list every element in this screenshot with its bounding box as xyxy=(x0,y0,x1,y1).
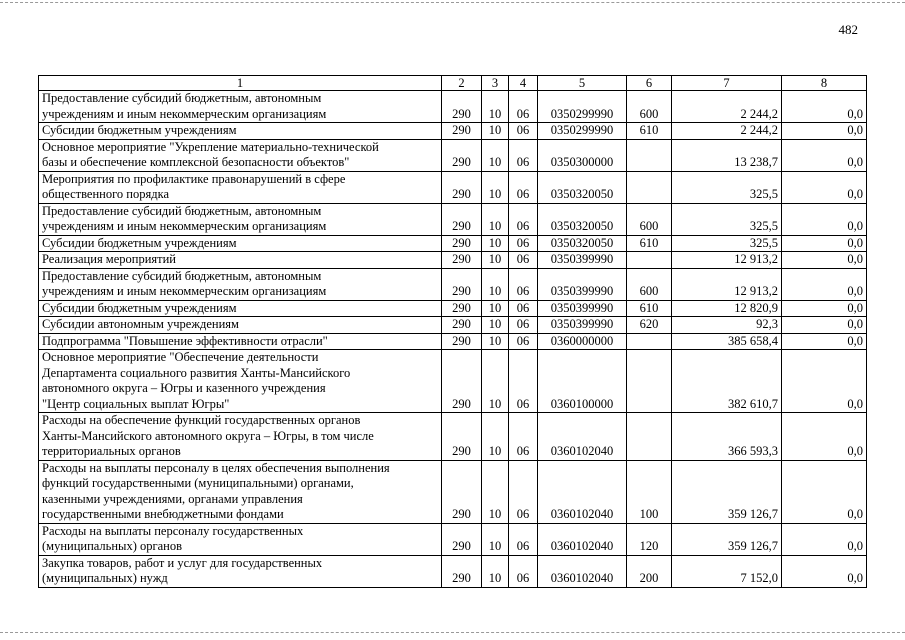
cell-col-6 xyxy=(627,171,672,203)
cell-col-7: 325,5 xyxy=(672,235,782,252)
header-cell: 6 xyxy=(627,76,672,91)
cell-col-3: 10 xyxy=(482,300,509,317)
cell-col-6: 600 xyxy=(627,268,672,300)
row-name: Мероприятия по профилактике правонарушений в сфере общественного порядка xyxy=(39,171,442,203)
cell-col-5: 0350320050 xyxy=(538,203,627,235)
cell-col-5: 0350320050 xyxy=(538,171,627,203)
cell-col-2: 290 xyxy=(442,252,482,269)
cell-col-5: 0360100000 xyxy=(538,350,627,413)
cell-col-5: 0350300000 xyxy=(538,139,627,171)
cell-col-4: 06 xyxy=(509,413,538,461)
cell-col-8: 0,0 xyxy=(782,300,867,317)
cell-col-4: 06 xyxy=(509,235,538,252)
cell-col-7: 92,3 xyxy=(672,317,782,334)
cell-col-8: 0,0 xyxy=(782,523,867,555)
cell-col-7: 325,5 xyxy=(672,171,782,203)
cell-col-4: 06 xyxy=(509,523,538,555)
cell-col-2: 290 xyxy=(442,235,482,252)
cell-col-3: 10 xyxy=(482,139,509,171)
cell-col-2: 290 xyxy=(442,523,482,555)
cell-col-6: 100 xyxy=(627,460,672,523)
cell-col-4: 06 xyxy=(509,317,538,334)
cell-col-2: 290 xyxy=(442,268,482,300)
cell-col-3: 10 xyxy=(482,523,509,555)
cell-col-7: 13 238,7 xyxy=(672,139,782,171)
cell-col-5: 0360102040 xyxy=(538,413,627,461)
cell-col-8: 0,0 xyxy=(782,252,867,269)
cell-col-5: 0350299990 xyxy=(538,123,627,140)
table-body xyxy=(39,91,867,588)
table-row xyxy=(39,252,867,269)
row-name: Предоставление субсидий бюджетным, автономным учреждениям и иным некоммерческим организациям xyxy=(39,268,442,300)
cell-col-8: 0,0 xyxy=(782,413,867,461)
cell-col-4: 06 xyxy=(509,300,538,317)
cell-col-6 xyxy=(627,350,672,413)
table-row xyxy=(39,413,867,461)
cell-col-5: 0360102040 xyxy=(538,460,627,523)
cell-col-7: 366 593,3 xyxy=(672,413,782,461)
budget-table-container xyxy=(38,75,866,588)
cell-col-7: 7 152,0 xyxy=(672,555,782,587)
table-row xyxy=(39,300,867,317)
cell-col-6: 610 xyxy=(627,300,672,317)
cell-col-4: 06 xyxy=(509,555,538,587)
cell-col-2: 290 xyxy=(442,333,482,350)
table-row xyxy=(39,139,867,171)
cell-col-6 xyxy=(627,139,672,171)
cell-col-5: 0350320050 xyxy=(538,235,627,252)
row-name: Реализация мероприятий xyxy=(39,252,442,269)
cell-col-4: 06 xyxy=(509,460,538,523)
cell-col-4: 06 xyxy=(509,203,538,235)
table-row xyxy=(39,268,867,300)
header-cell: 7 xyxy=(672,76,782,91)
cell-col-3: 10 xyxy=(482,252,509,269)
cell-col-3: 10 xyxy=(482,171,509,203)
budget-table xyxy=(38,75,867,588)
table-row xyxy=(39,235,867,252)
cell-col-2: 290 xyxy=(442,203,482,235)
table-row xyxy=(39,171,867,203)
cell-col-8: 0,0 xyxy=(782,235,867,252)
cell-col-2: 290 xyxy=(442,317,482,334)
row-name: Субсидии бюджетным учреждениям xyxy=(39,235,442,252)
cell-col-4: 06 xyxy=(509,171,538,203)
cell-col-2: 290 xyxy=(442,171,482,203)
cell-col-2: 290 xyxy=(442,555,482,587)
cell-col-8: 0,0 xyxy=(782,460,867,523)
cell-col-7: 382 610,7 xyxy=(672,350,782,413)
cell-col-2: 290 xyxy=(442,123,482,140)
cell-col-7: 12 820,9 xyxy=(672,300,782,317)
header-cell: 4 xyxy=(509,76,538,91)
row-name: Субсидии бюджетным учреждениям xyxy=(39,300,442,317)
cell-col-8: 0,0 xyxy=(782,123,867,140)
cell-col-6: 620 xyxy=(627,317,672,334)
cell-col-8: 0,0 xyxy=(782,350,867,413)
header-cell: 8 xyxy=(782,76,867,91)
cell-col-8: 0,0 xyxy=(782,268,867,300)
table-row xyxy=(39,555,867,587)
cell-col-2: 290 xyxy=(442,300,482,317)
row-name: Расходы на обеспечение функций государственных органов Ханты-Мансийского автономного округа – Югры, в том числе территориальных органов xyxy=(39,413,442,461)
cell-col-3: 10 xyxy=(482,350,509,413)
row-name: Подпрограмма "Повышение эффективности отрасли" xyxy=(39,333,442,350)
cell-col-7: 325,5 xyxy=(672,203,782,235)
row-name: Предоставление субсидий бюджетным, автономным учреждениям и иным некоммерческим организациям xyxy=(39,91,442,123)
cell-col-8: 0,0 xyxy=(782,91,867,123)
cell-col-4: 06 xyxy=(509,139,538,171)
cell-col-2: 290 xyxy=(442,91,482,123)
row-name: Основное мероприятие "Укрепление материально-технической базы и обеспечение комплексной безопасности объектов" xyxy=(39,139,442,171)
table-row xyxy=(39,350,867,413)
scan-edge-bottom xyxy=(0,632,905,634)
row-name: Расходы на выплаты персоналу государственных (муниципальных) органов xyxy=(39,523,442,555)
cell-col-2: 290 xyxy=(442,350,482,413)
cell-col-6: 610 xyxy=(627,235,672,252)
cell-col-3: 10 xyxy=(482,413,509,461)
row-name: Субсидии бюджетным учреждениям xyxy=(39,123,442,140)
table-row xyxy=(39,317,867,334)
cell-col-5: 0350399990 xyxy=(538,300,627,317)
cell-col-8: 0,0 xyxy=(782,555,867,587)
cell-col-5: 0350299990 xyxy=(538,91,627,123)
cell-col-3: 10 xyxy=(482,268,509,300)
cell-col-7: 2 244,2 xyxy=(672,91,782,123)
header-cell: 3 xyxy=(482,76,509,91)
cell-col-6 xyxy=(627,252,672,269)
cell-col-3: 10 xyxy=(482,460,509,523)
cell-col-8: 0,0 xyxy=(782,139,867,171)
cell-col-3: 10 xyxy=(482,317,509,334)
cell-col-7: 359 126,7 xyxy=(672,523,782,555)
cell-col-4: 06 xyxy=(509,350,538,413)
cell-col-3: 10 xyxy=(482,333,509,350)
cell-col-6 xyxy=(627,413,672,461)
cell-col-5: 0360102040 xyxy=(538,523,627,555)
cell-col-7: 359 126,7 xyxy=(672,460,782,523)
table-row xyxy=(39,460,867,523)
table-row xyxy=(39,91,867,123)
cell-col-5: 0350399990 xyxy=(538,252,627,269)
cell-col-5: 0350399990 xyxy=(538,317,627,334)
cell-col-6: 120 xyxy=(627,523,672,555)
cell-col-7: 385 658,4 xyxy=(672,333,782,350)
cell-col-6: 610 xyxy=(627,123,672,140)
header-cell: 5 xyxy=(538,76,627,91)
cell-col-4: 06 xyxy=(509,91,538,123)
row-name: Основное мероприятие "Обеспечение деятельности Департамента социального развития Ханты-Мансийского автономного округа – Югры и казенного учреждения "Центр социальных выплат Югры" xyxy=(39,350,442,413)
cell-col-3: 10 xyxy=(482,123,509,140)
row-name: Закупка товаров, работ и услуг для государственных (муниципальных) нужд xyxy=(39,555,442,587)
cell-col-7: 2 244,2 xyxy=(672,123,782,140)
cell-col-6 xyxy=(627,333,672,350)
cell-col-2: 290 xyxy=(442,139,482,171)
cell-col-3: 10 xyxy=(482,91,509,123)
cell-col-4: 06 xyxy=(509,252,538,269)
cell-col-4: 06 xyxy=(509,333,538,350)
cell-col-5: 0360000000 xyxy=(538,333,627,350)
cell-col-4: 06 xyxy=(509,268,538,300)
cell-col-2: 290 xyxy=(442,413,482,461)
table-row xyxy=(39,203,867,235)
page-number: 482 xyxy=(838,22,858,37)
cell-col-6: 200 xyxy=(627,555,672,587)
header-row xyxy=(39,76,867,91)
cell-col-3: 10 xyxy=(482,203,509,235)
cell-col-8: 0,0 xyxy=(782,203,867,235)
scan-edge-top xyxy=(0,2,905,4)
cell-col-2: 290 xyxy=(442,460,482,523)
cell-col-3: 10 xyxy=(482,235,509,252)
cell-col-8: 0,0 xyxy=(782,171,867,203)
header-cell: 1 xyxy=(39,76,442,91)
cell-col-4: 06 xyxy=(509,123,538,140)
row-name: Расходы на выплаты персоналу в целях обеспечения выполнения функций государственными (муниципальными) органами, казенными учреждениями, органами управления государственными внебюджетными фондами xyxy=(39,460,442,523)
cell-col-8: 0,0 xyxy=(782,333,867,350)
cell-col-5: 0350399990 xyxy=(538,268,627,300)
row-name: Предоставление субсидий бюджетным, автономным учреждениям и иным некоммерческим организациям xyxy=(39,203,442,235)
table-row xyxy=(39,333,867,350)
table-row xyxy=(39,523,867,555)
cell-col-8: 0,0 xyxy=(782,317,867,334)
row-name: Субсидии автономным учреждениям xyxy=(39,317,442,334)
table-row xyxy=(39,123,867,140)
cell-col-7: 12 913,2 xyxy=(672,268,782,300)
cell-col-3: 10 xyxy=(482,555,509,587)
cell-col-5: 0360102040 xyxy=(538,555,627,587)
cell-col-6: 600 xyxy=(627,91,672,123)
header-cell: 2 xyxy=(442,76,482,91)
cell-col-7: 12 913,2 xyxy=(672,252,782,269)
cell-col-6: 600 xyxy=(627,203,672,235)
